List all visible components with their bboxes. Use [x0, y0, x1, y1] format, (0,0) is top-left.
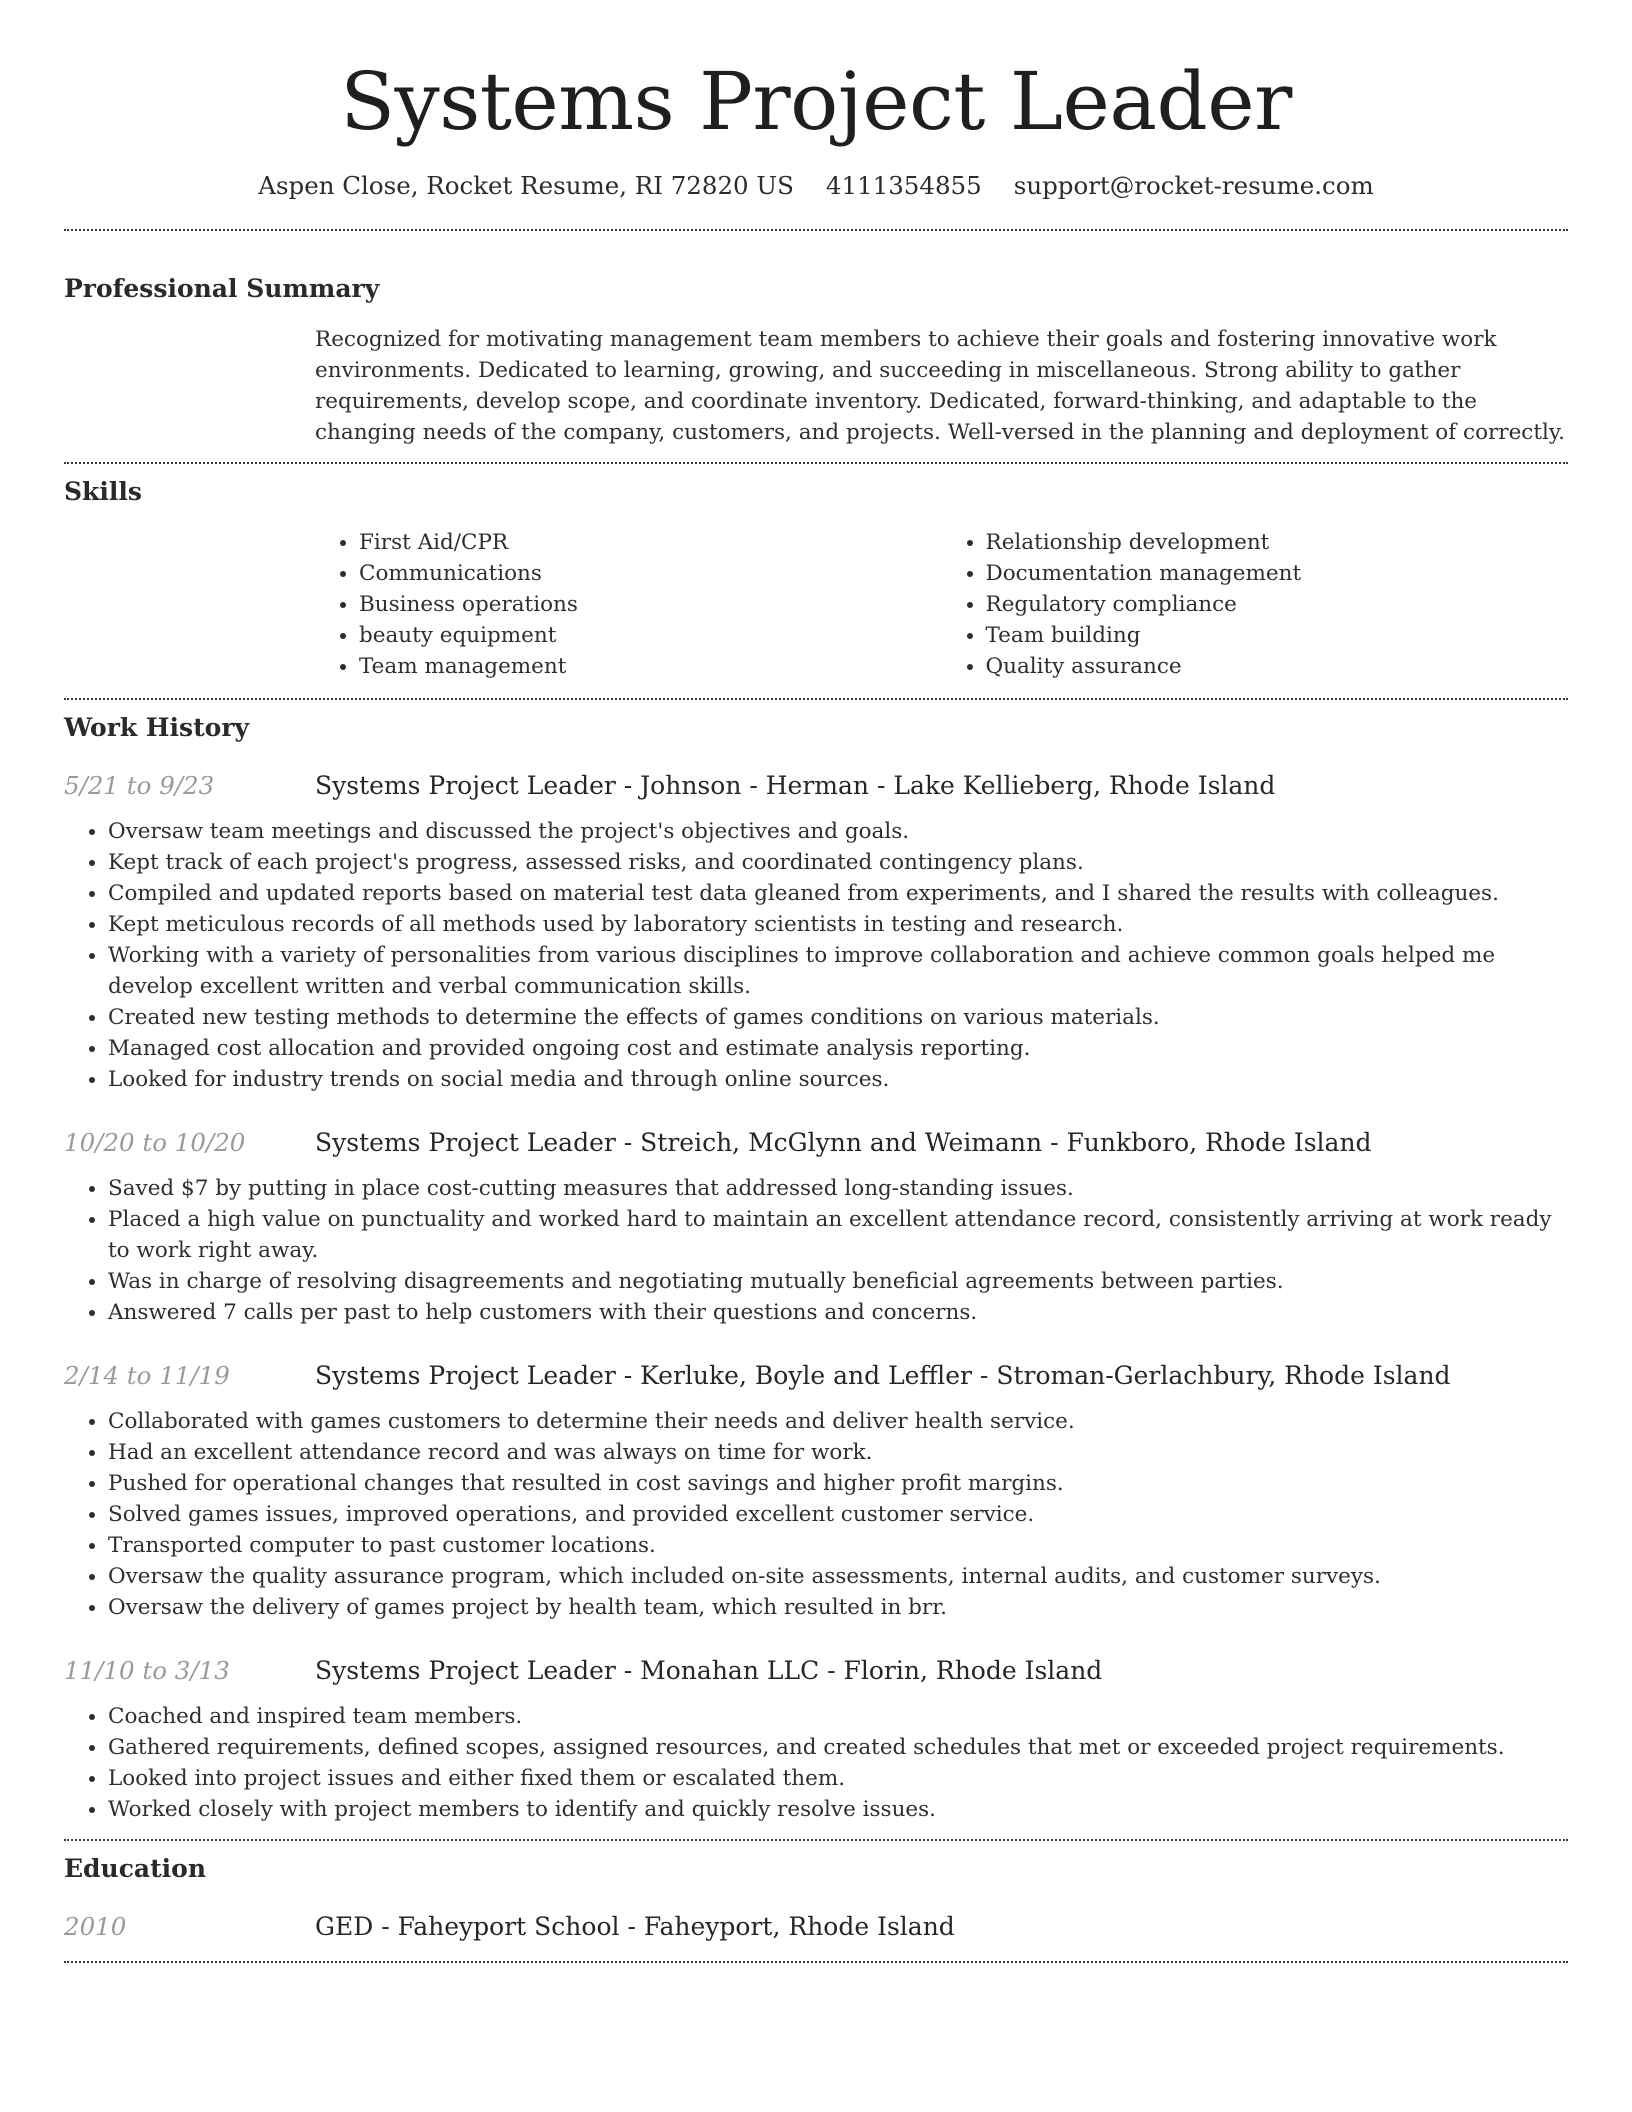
education-section	[64, 1851, 1568, 1945]
divider	[64, 1839, 1568, 1841]
job-title: Systems Project Leader - Monahan LLC - Florin, Rhode Island	[315, 1656, 1103, 1685]
job-title: Systems Project Leader - Kerluke, Boyle and Leffler - Stroman-Gerlachbury, Rhode Island	[315, 1361, 1451, 1390]
job-bullets	[64, 1173, 1568, 1328]
contact-line	[64, 168, 1568, 204]
job-bullet: • Pushed for operational changes that resulted in cost savings and higher profit margins.	[108, 1468, 1568, 1499]
job-bullet: • Oversaw the quality assurance program, which included on-site assessments, internal audits, and customer surveys.	[108, 1561, 1568, 1592]
phone-text: 4111354855	[825, 171, 982, 200]
job-bullet: • Worked closely with project members to identify and quickly resolve issues.	[108, 1794, 1568, 1825]
job-bullet: • Kept meticulous records of all methods used by laboratory scientists in testing and research.	[108, 909, 1568, 940]
skill-item: • Relationship development	[986, 527, 1569, 558]
skills-grid	[315, 527, 1568, 682]
skill-item: • First Aid/CPR	[359, 527, 942, 558]
email-link[interactable]: support@rocket-resume.com	[1013, 171, 1374, 200]
job-bullet: • Looked for industry trends on social media and through online sources.	[108, 1064, 1568, 1095]
job-bullet: • Was in charge of resolving disagreements and negotiating mutually beneficial agreements between parties.	[108, 1266, 1568, 1297]
education-title: GED - Faheyport School - Faheyport, Rhode Island	[315, 1912, 955, 1941]
skills-left-list	[315, 527, 942, 682]
job-bullet: • Coached and inspired team members.	[108, 1701, 1568, 1732]
job-bullet: • Answered 7 calls per past to help customers with their questions and concerns.	[108, 1297, 1568, 1328]
skill-item: • Communications	[359, 558, 942, 589]
skill-item: • Business operations	[359, 589, 942, 620]
job-bullets	[64, 1701, 1568, 1825]
skills-heading: Skills	[64, 477, 142, 506]
job-title: Systems Project Leader - Streich, McGlynn and Weimann - Funkboro, Rhode Island	[315, 1128, 1372, 1157]
skills-section	[64, 474, 1568, 682]
job-bullet: • Managed cost allocation and provided ongoing cost and estimate analysis reporting.	[108, 1033, 1568, 1064]
job-bullets	[64, 816, 1568, 1095]
job-dates: 5/21 to 9/23	[64, 771, 215, 800]
address-text: Aspen Close, Rocket Resume, RI 72820 US	[258, 171, 794, 200]
work-history-heading: Work History	[64, 713, 250, 742]
job-header	[64, 1653, 1568, 1689]
job-bullet: • Placed a high value on punctuality and worked hard to maintain an excellent attendance record, consistently arriving at work ready to work right away.	[108, 1204, 1568, 1266]
education-heading: Education	[64, 1854, 207, 1883]
job-entry	[64, 1653, 1568, 1825]
job-bullets	[64, 1406, 1568, 1623]
skill-item: • beauty equipment	[359, 620, 942, 651]
job-entry	[64, 1125, 1568, 1328]
divider	[64, 229, 1568, 231]
candidate-name: Systems Project Leader	[340, 55, 1292, 148]
job-bullet: • Collaborated with games customers to determine their needs and deliver health service.	[108, 1406, 1568, 1437]
job-bullet: • Looked into project issues and either fixed them or escalated them.	[108, 1763, 1568, 1794]
job-bullet: • Solved games issues, improved operations, and provided excellent customer service.	[108, 1499, 1568, 1530]
summary-section	[64, 271, 1568, 448]
divider	[64, 462, 1568, 464]
education-entry	[64, 1909, 1568, 1945]
summary-text: Recognized for motivating management team members to achieve their goals and fostering innovative work environments. Dedicated to learning, growing, and succeeding in miscellaneous. Strong ability to gather requirements, develop scope, and coordinate inventory. Dedicated, forward-thinking, and adaptable to the changing needs of the company, customers, and projects. Well-versed in the planning and deployment of correctly.	[315, 327, 1565, 445]
job-bullet: • Compiled and updated reports based on material test data gleaned from experiments, and I shared the results with colleagues.	[108, 878, 1568, 909]
summary-heading: Professional Summary	[64, 274, 380, 303]
job-entry	[64, 768, 1568, 1095]
skill-item: • Quality assurance	[986, 651, 1569, 682]
skills-right-list	[942, 527, 1569, 682]
job-dates: 11/10 to 3/13	[64, 1656, 230, 1685]
education-year: 2010	[64, 1912, 127, 1941]
skill-item: • Regulatory compliance	[986, 589, 1569, 620]
job-header	[64, 1358, 1568, 1394]
job-bullet: • Oversaw team meetings and discussed the project's objectives and goals.	[108, 816, 1568, 847]
skill-item: • Team building	[986, 620, 1569, 651]
job-bullet: • Gathered requirements, defined scopes, assigned resources, and created schedules that met or exceeded project requirements.	[108, 1732, 1568, 1763]
divider	[64, 1961, 1568, 1963]
job-bullet: • Created new testing methods to determine the effects of games conditions on various materials.	[108, 1002, 1568, 1033]
job-bullet: • Transported computer to past customer locations.	[108, 1530, 1568, 1561]
job-header	[64, 1125, 1568, 1161]
job-bullet: • Oversaw the delivery of games project by health team, which resulted in brr.	[108, 1592, 1568, 1623]
divider	[64, 698, 1568, 700]
job-entry	[64, 1358, 1568, 1623]
job-bullet: • Had an excellent attendance record and was always on time for work.	[108, 1437, 1568, 1468]
job-bullet: • Saved $7 by putting in place cost-cutting measures that addressed long-standing issues.	[108, 1173, 1568, 1204]
job-dates: 2/14 to 11/19	[64, 1361, 230, 1390]
job-bullet: • Kept track of each project's progress, assessed risks, and coordinated contingency plans.	[108, 847, 1568, 878]
job-bullet: • Working with a variety of personalities from various disciplines to improve collaboration and achieve common goals helped me develop excellent written and verbal communication skills.	[108, 940, 1568, 1002]
work-history-section	[64, 710, 1568, 1825]
skill-item: • Team management	[359, 651, 942, 682]
job-header	[64, 768, 1568, 804]
job-title: Systems Project Leader - Johnson - Herman - Lake Kellieberg, Rhode Island	[315, 771, 1276, 800]
job-dates: 10/20 to 10/20	[64, 1128, 246, 1157]
skill-item: • Documentation management	[986, 558, 1569, 589]
